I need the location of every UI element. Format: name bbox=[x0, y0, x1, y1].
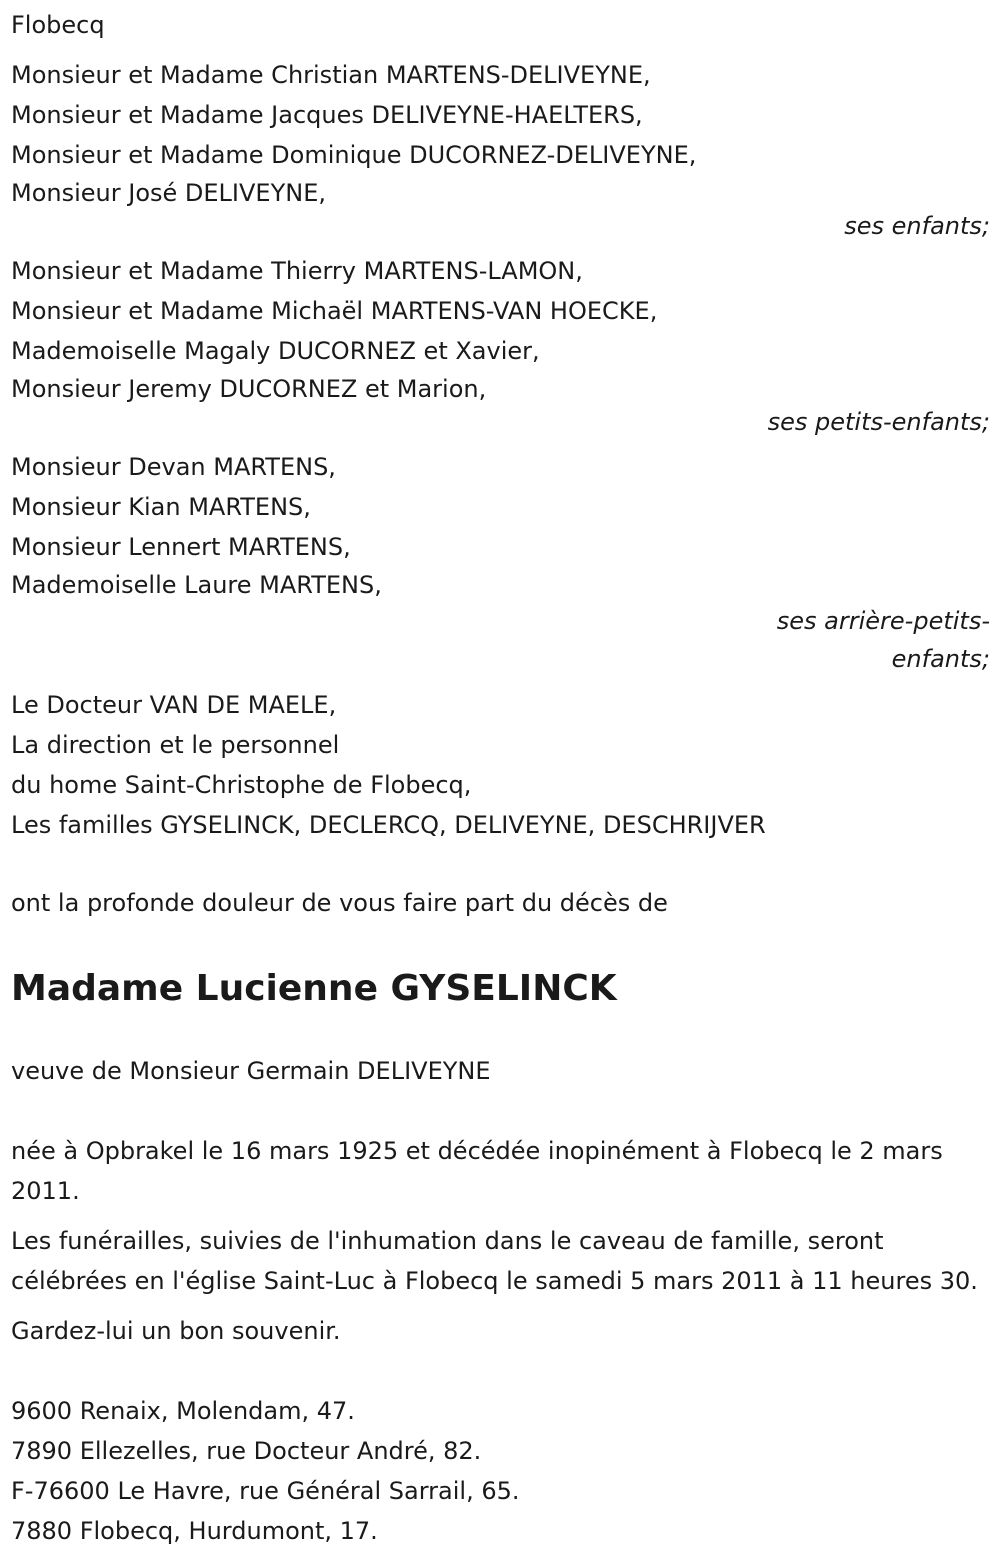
spacer bbox=[11, 923, 990, 965]
spacer bbox=[11, 1013, 990, 1051]
mourner-line: Le Docteur VAN DE MAELE, bbox=[11, 691, 337, 719]
remembrance-text: Gardez-lui un bon souvenir. bbox=[11, 1317, 341, 1345]
family-member: Monsieur et Madame Thierry MARTENS-LAMON, bbox=[11, 257, 583, 285]
funeral-text: Les funérailles, suivies de l'inhumation dans le caveau de famille, seront célébrées en l'église Saint-Luc à Flobecq le samedi 5 mars 2011 à 11 heures 30. bbox=[11, 1227, 978, 1295]
family-member: Monsieur Jeremy DUCORNEZ et Marion, bbox=[11, 375, 487, 403]
birth-death-text: née à Opbrakel le 16 mars 1925 et décédée inopinément à Flobecq le 2 mars 2011. bbox=[11, 1137, 943, 1205]
spacer bbox=[11, 845, 990, 883]
family-member: Monsieur et Madame Jacques DELIVEYNE-HAELTERS, bbox=[11, 101, 643, 129]
family-member: Mademoiselle Magaly DUCORNEZ et Xavier, bbox=[11, 337, 540, 365]
children-group bbox=[11, 55, 990, 243]
relation-label bbox=[11, 601, 990, 677]
family-member: Monsieur et Madame Michaël MARTENS-VAN HOECKE, bbox=[11, 297, 658, 325]
relation-label-line: ses arrière-petits- bbox=[776, 607, 990, 635]
family-member: Monsieur et Madame Dominique DUCORNEZ-DELIVEYNE, bbox=[11, 141, 697, 169]
other-mourners bbox=[11, 685, 990, 845]
family-member: Mademoiselle Laure MARTENS, bbox=[11, 571, 382, 599]
mourner-line: Les familles GYSELINCK, DECLERCQ, DELIVEYNE, DESCHRIJVER bbox=[11, 811, 766, 839]
addresses bbox=[11, 1391, 990, 1551]
address-line: 7880 Flobecq, Hurdumont, 17. bbox=[11, 1517, 378, 1545]
family-member: Monsieur Kian MARTENS, bbox=[11, 493, 311, 521]
announcement-text: ont la profonde douleur de vous faire part du décès de bbox=[11, 889, 668, 917]
location-heading: Flobecq bbox=[11, 11, 105, 39]
family-member: Monsieur et Madame Christian MARTENS-DELIVEYNE, bbox=[11, 61, 651, 89]
great-grandchildren-group bbox=[11, 447, 990, 677]
mourner-line: La direction et le personnel bbox=[11, 731, 340, 759]
deceased-name: Madame Lucienne GYSELINCK bbox=[11, 968, 617, 1009]
family-member: Monsieur Devan MARTENS, bbox=[11, 453, 336, 481]
spacer bbox=[11, 1351, 990, 1391]
family-member: Monsieur José DELIVEYNE, bbox=[11, 179, 326, 207]
mourner-line: du home Saint-Christophe de Flobecq, bbox=[11, 771, 472, 799]
spacer bbox=[11, 1091, 990, 1131]
address-line: 7890 Ellezelles, rue Docteur André, 82. bbox=[11, 1437, 482, 1465]
widow-of-text: veuve de Monsieur Germain DELIVEYNE bbox=[11, 1057, 491, 1085]
address-line: F-76600 Le Havre, rue Général Sarrail, 65. bbox=[11, 1477, 520, 1505]
relation-label: ses enfants; bbox=[844, 212, 990, 240]
address-line: 9600 Renaix, Molendam, 47. bbox=[11, 1397, 355, 1425]
family-member: Monsieur Lennert MARTENS, bbox=[11, 533, 351, 561]
relation-label: ses petits-enfants; bbox=[767, 408, 990, 436]
grandchildren-group bbox=[11, 251, 990, 439]
relation-label-line: enfants; bbox=[891, 645, 990, 673]
